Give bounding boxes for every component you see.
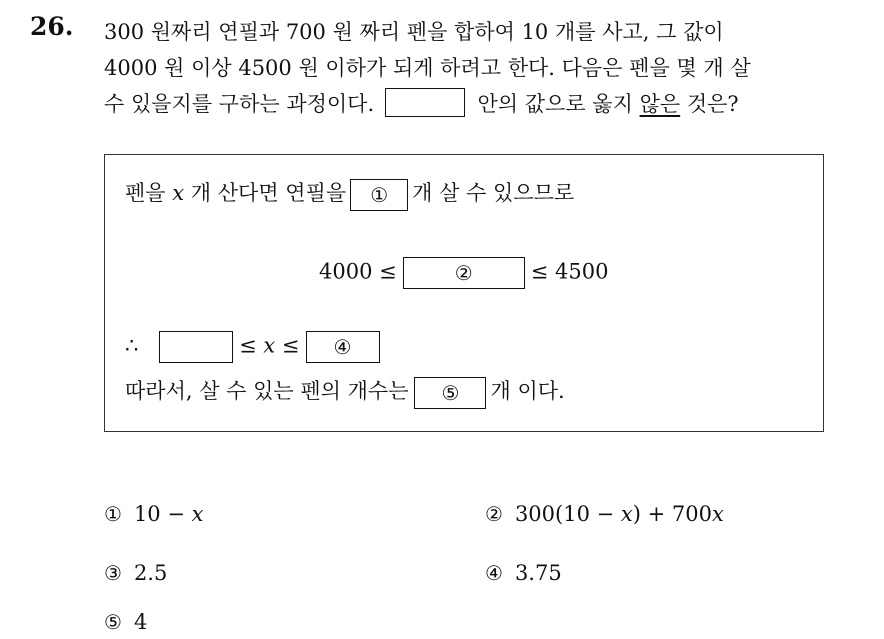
- answer-box-5: ⑤: [414, 377, 486, 409]
- panel-row-1: [125, 177, 574, 211]
- answer-box-4: ④: [306, 331, 380, 363]
- choice-3-text: 2.5: [133, 561, 168, 585]
- choice-1-mark: ①: [104, 502, 122, 526]
- panel-row-4-text-b: 개 이다.: [490, 379, 565, 403]
- leq-symbol-2: ≤: [281, 333, 300, 358]
- stem-line-1: 300 원짜리 연필과 700 원 짜리 펜을 합하여 10 개를 사고, 그 값이: [104, 20, 724, 44]
- emphasis-underlined: 않은: [639, 92, 681, 116]
- stem-line-2: 4000 원 이상 4500 원 이하가 되게 하려고 한다. 다음은 펜을 몇 개 살: [104, 56, 751, 80]
- answer-box-2: ②: [403, 257, 525, 289]
- choice-4-text: 3.75: [514, 561, 562, 585]
- choice-5-text: 4: [133, 610, 148, 634]
- choice-3-mark: ③: [104, 561, 122, 585]
- choice-1[interactable]: [104, 502, 203, 526]
- stem-line-3: [104, 86, 864, 122]
- choice-2[interactable]: [485, 502, 724, 526]
- choice-4-mark: ④: [485, 561, 503, 585]
- panel-row-1-text-c: 개 살 수 있으므로: [412, 181, 575, 205]
- leq-symbol-1: ≤: [239, 333, 257, 358]
- variable-x-2: x: [263, 333, 276, 358]
- choice-5[interactable]: [104, 610, 147, 634]
- answer-box-3: [159, 331, 233, 363]
- choice-2-var-1: x: [620, 502, 633, 526]
- choice-1-text: 10 −: [133, 502, 192, 526]
- panel-row-1-text-b: 개 산다면 연필을: [190, 181, 347, 205]
- panel-row-3: [125, 331, 380, 363]
- blank-box: [385, 88, 465, 117]
- choice-2-var-2: x: [711, 502, 724, 526]
- choice-2-text-a: 300(10 −: [514, 502, 621, 526]
- panel-row-1-text-a: 펜을: [125, 181, 166, 205]
- solution-panel: [104, 154, 824, 432]
- panel-row-4: [125, 375, 565, 409]
- panel-row-4-text-a: 따라서, 살 수 있는 펜의 개수는: [125, 379, 409, 403]
- variable-x: x: [172, 181, 185, 205]
- therefore-symbol: ∴: [125, 333, 139, 358]
- inequality-right: ≤ 4500: [530, 259, 609, 284]
- stem-line-3-b: 안의 값으로 옳지: [477, 92, 633, 116]
- choice-2-mark: ②: [485, 502, 503, 526]
- choice-1-var: x: [191, 502, 204, 526]
- question-number: 26.: [30, 12, 74, 41]
- question-stem: [104, 14, 864, 122]
- inequality-left: 4000 ≤: [319, 259, 397, 284]
- panel-row-2: [319, 257, 608, 289]
- answer-box-1: ①: [350, 179, 408, 211]
- choice-4[interactable]: [485, 561, 562, 585]
- choice-2-text-b: ) + 700: [632, 502, 712, 526]
- stem-line-3-a: 수 있을지를 구하는 과정이다.: [104, 92, 375, 116]
- choice-3[interactable]: [104, 561, 167, 585]
- choice-5-mark: ⑤: [104, 610, 122, 634]
- stem-line-3-c: 것은?: [686, 92, 739, 116]
